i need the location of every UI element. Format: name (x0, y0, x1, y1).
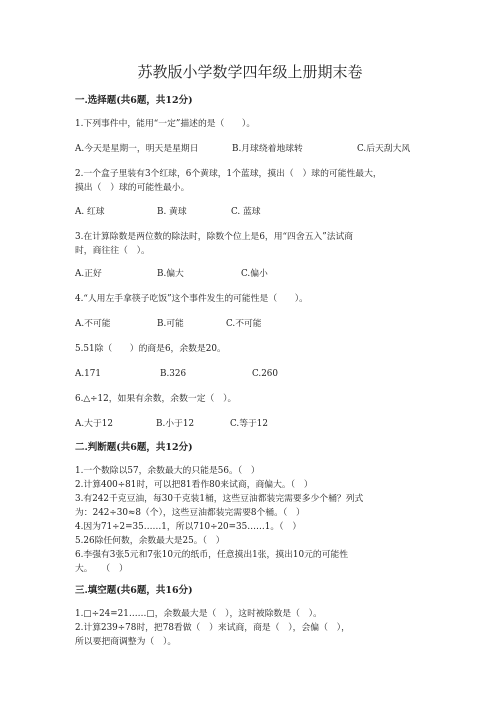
question-6-stem: 6.△÷12，如果有余数，余数一定（ ）。 (75, 394, 237, 404)
question-1-stem: 1.下列事件中，能用“一定”描述的是（ ）。 (75, 119, 256, 129)
fill-in-line: 所以要把商调整为（ ）。 (75, 637, 177, 647)
page-title: 苏教版小学数学四年级上册期末卷 (137, 63, 363, 81)
question-3-stem-line-2: 时，商往往（ ）。 (75, 246, 150, 256)
question-3-option-c: C.偏小 (241, 269, 268, 279)
question-5-stem: 5.51除（ ）的商是6，余数是20。 (75, 344, 226, 354)
judgement-line: 3.有242千克豆油，每30千克装1桶，这些豆油都装完需要多少个桶？列式 (75, 494, 364, 504)
section-heading-fill-in: 三.填空题(共6题，共16分) (75, 585, 193, 596)
question-4-option-a: A.不可能 (75, 319, 111, 329)
judgement-line: 4.因为71÷2=35……1，所以710÷20=35……1。（ ） (75, 522, 302, 532)
question-2-stem-line-1: 2.一个盒子里装有3个红球，6个黄球，1个蓝球，摸出（ ）球的可能性最大， (75, 169, 382, 179)
question-2-option-b: B. 黄球 (157, 207, 187, 217)
section-heading-choice: 一.选择题(共6题，共12分) (75, 95, 193, 106)
question-6-option-c: C.等于12 (230, 419, 269, 429)
question-1-option-a: A.今天是星期一，明天是星期日 (75, 144, 199, 154)
question-1-option-b: B.月球绕着地球转 (232, 144, 303, 154)
question-6-option-a: A.大于12 (75, 419, 113, 429)
question-4-option-b: B.可能 (157, 319, 184, 329)
question-1-option-c: C.后天刮大风 (357, 144, 411, 154)
judgement-line: 5.26除任何数，余数最大是25。（ ） (75, 536, 225, 546)
question-3-option-a: A.正好 (75, 269, 102, 279)
judgement-line: 为：242÷30≈8（个），这些豆油都装完需要8个桶。（ ） (75, 508, 305, 518)
fill-in-line: 1.□÷24=21……□，余数最大是（ ），这时被除数是（ ）。 (75, 609, 322, 619)
question-3-option-b: B.偏大 (157, 269, 184, 279)
fill-in-line: 2.计算239÷78时，把78看做（ ）来试商，商是（ ），会偏（ ）， (75, 623, 350, 633)
section-heading-judgement: 二.判断题(共6题，共12分) (75, 442, 193, 453)
question-5-option-a: A.171 (75, 369, 101, 379)
question-2-option-c: C. 蓝球 (231, 207, 261, 217)
question-4-stem: 4.“人用左手拿筷子吃饭”这个事件发生的可能性是（ ）。 (75, 294, 308, 304)
judgement-line: 1.一个数除以57，余数最大的只能是56。（ ） (75, 466, 260, 476)
question-2-stem-line-2: 摸出（ ）球的可能性最小。 (75, 183, 190, 193)
question-3-stem-line-1: 3.在计算除数是两位数的除法时，除数个位上是6，用“四舍五入”法试商 (75, 232, 354, 242)
question-6-option-b: B.小于12 (156, 419, 195, 429)
judgement-line: 2.计算400÷81时，可以把81看作80来试商，商偏大。（ ） (75, 480, 313, 490)
question-5-option-b: B.326 (160, 369, 187, 379)
question-5-option-c: C.260 (252, 369, 279, 379)
question-2-option-a: A. 红球 (75, 207, 105, 217)
judgement-line: 6.李强有3张5元和7张10元的纸币，任意摸出1张，摸出10元的可能性 (75, 550, 349, 560)
judgement-line: 大。 （ ） (75, 564, 128, 574)
question-4-option-c: C.不可能 (226, 319, 262, 329)
